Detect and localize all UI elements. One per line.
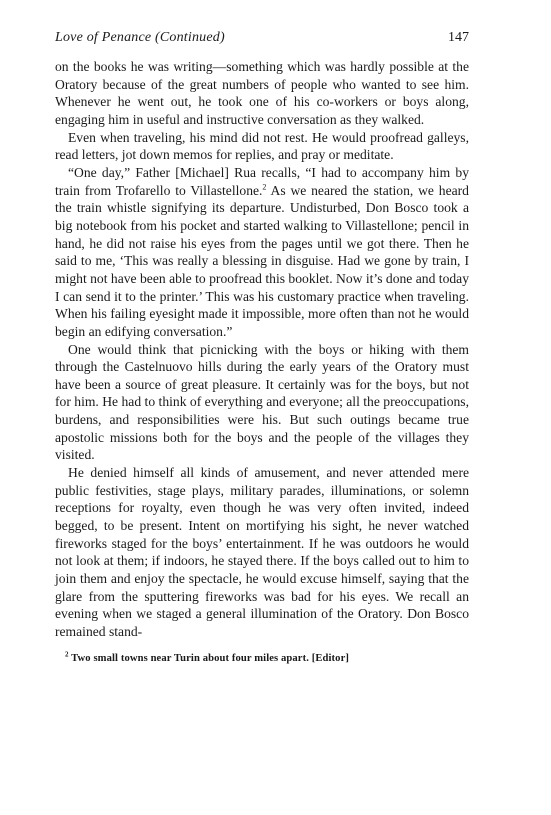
page-number: 147: [448, 30, 469, 45]
paragraph-1: on the books he was writing—something which was hardly possible at the Oratory because of the great numbers of people who wanted to see him. Whenever he went out, he took one of his co-workers or boys along, engaging him in useful and instructive conversation as they walked.: [55, 59, 469, 127]
footnote-marker: 2: [65, 650, 69, 659]
page-header: [55, 30, 469, 52]
paragraph-2: Even when traveling, his mind did not rest. He would proofread galleys, read letters, jot down memos for replies, and pray or meditate.: [55, 129, 469, 163]
footnote-text: Two small towns near Turin about four miles apart. [Editor]: [71, 652, 350, 664]
running-head: Love of Penance (Continued): [55, 30, 225, 45]
footnote: [55, 650, 469, 664]
paragraph-3-text-after: As we neared the station, we heard the train whistle signifying its departure. Undisturbed, Don Bosco took a big notebook from his pocket and started walking to Villastellone; pencil in hand, he did not raise his eyes from the pages until we got there. Then he said to me, ‘This was really a blessing in disguise. Had we gone by train, I might not have been able to proofread this booklet. Now it’s done and today I can send it to the printer.’ This was his customary practice when traveling. When his failing eyesight made it impossible, more often than not he would begin an edifying conversation.”: [55, 182, 469, 339]
book-page: [55, 30, 469, 664]
footnote-reference: 2: [262, 182, 267, 192]
body-text: [55, 58, 469, 641]
paragraph-3-text-before: “One day,” Father [Michael] Rua recalls, “I had to accompany him by train from Trofarello to Villastellone.: [55, 164, 469, 198]
paragraph-5: He denied himself all kinds of amusement, and never attended mere public festivities, stage plays, military parades, illuminations, or solemn receptions for royalty, even though he was very often invited, indeed begged, to be present. Intent on mortifying his sight, he never watched fireworks staged for the boys’ entertainment. If he was outdoors he would not look at them; if indoors, he stayed there. If the boys called out to him to join them and enjoy the spectacle, he would excuse himself, saying that the glare from the sputtering fireworks was bad for his eyes. We recall an evening when we staged a general illumination of the Oratory. Don Bosco remained stand-: [55, 465, 469, 639]
paragraph-3: [55, 164, 469, 341]
paragraph-4: One would think that picnicking with the boys or hiking with them through the Castelnuovo hills during the early years of the Oratory must have been a source of great pleasure. It certainly was for the boys, but not for him. He had to think of everything and everyone; all the preoccupations, burdens, and responsibilities were his. But such outings became true apostolic missions both for the boys and the people of the villages they visited.: [55, 341, 469, 463]
